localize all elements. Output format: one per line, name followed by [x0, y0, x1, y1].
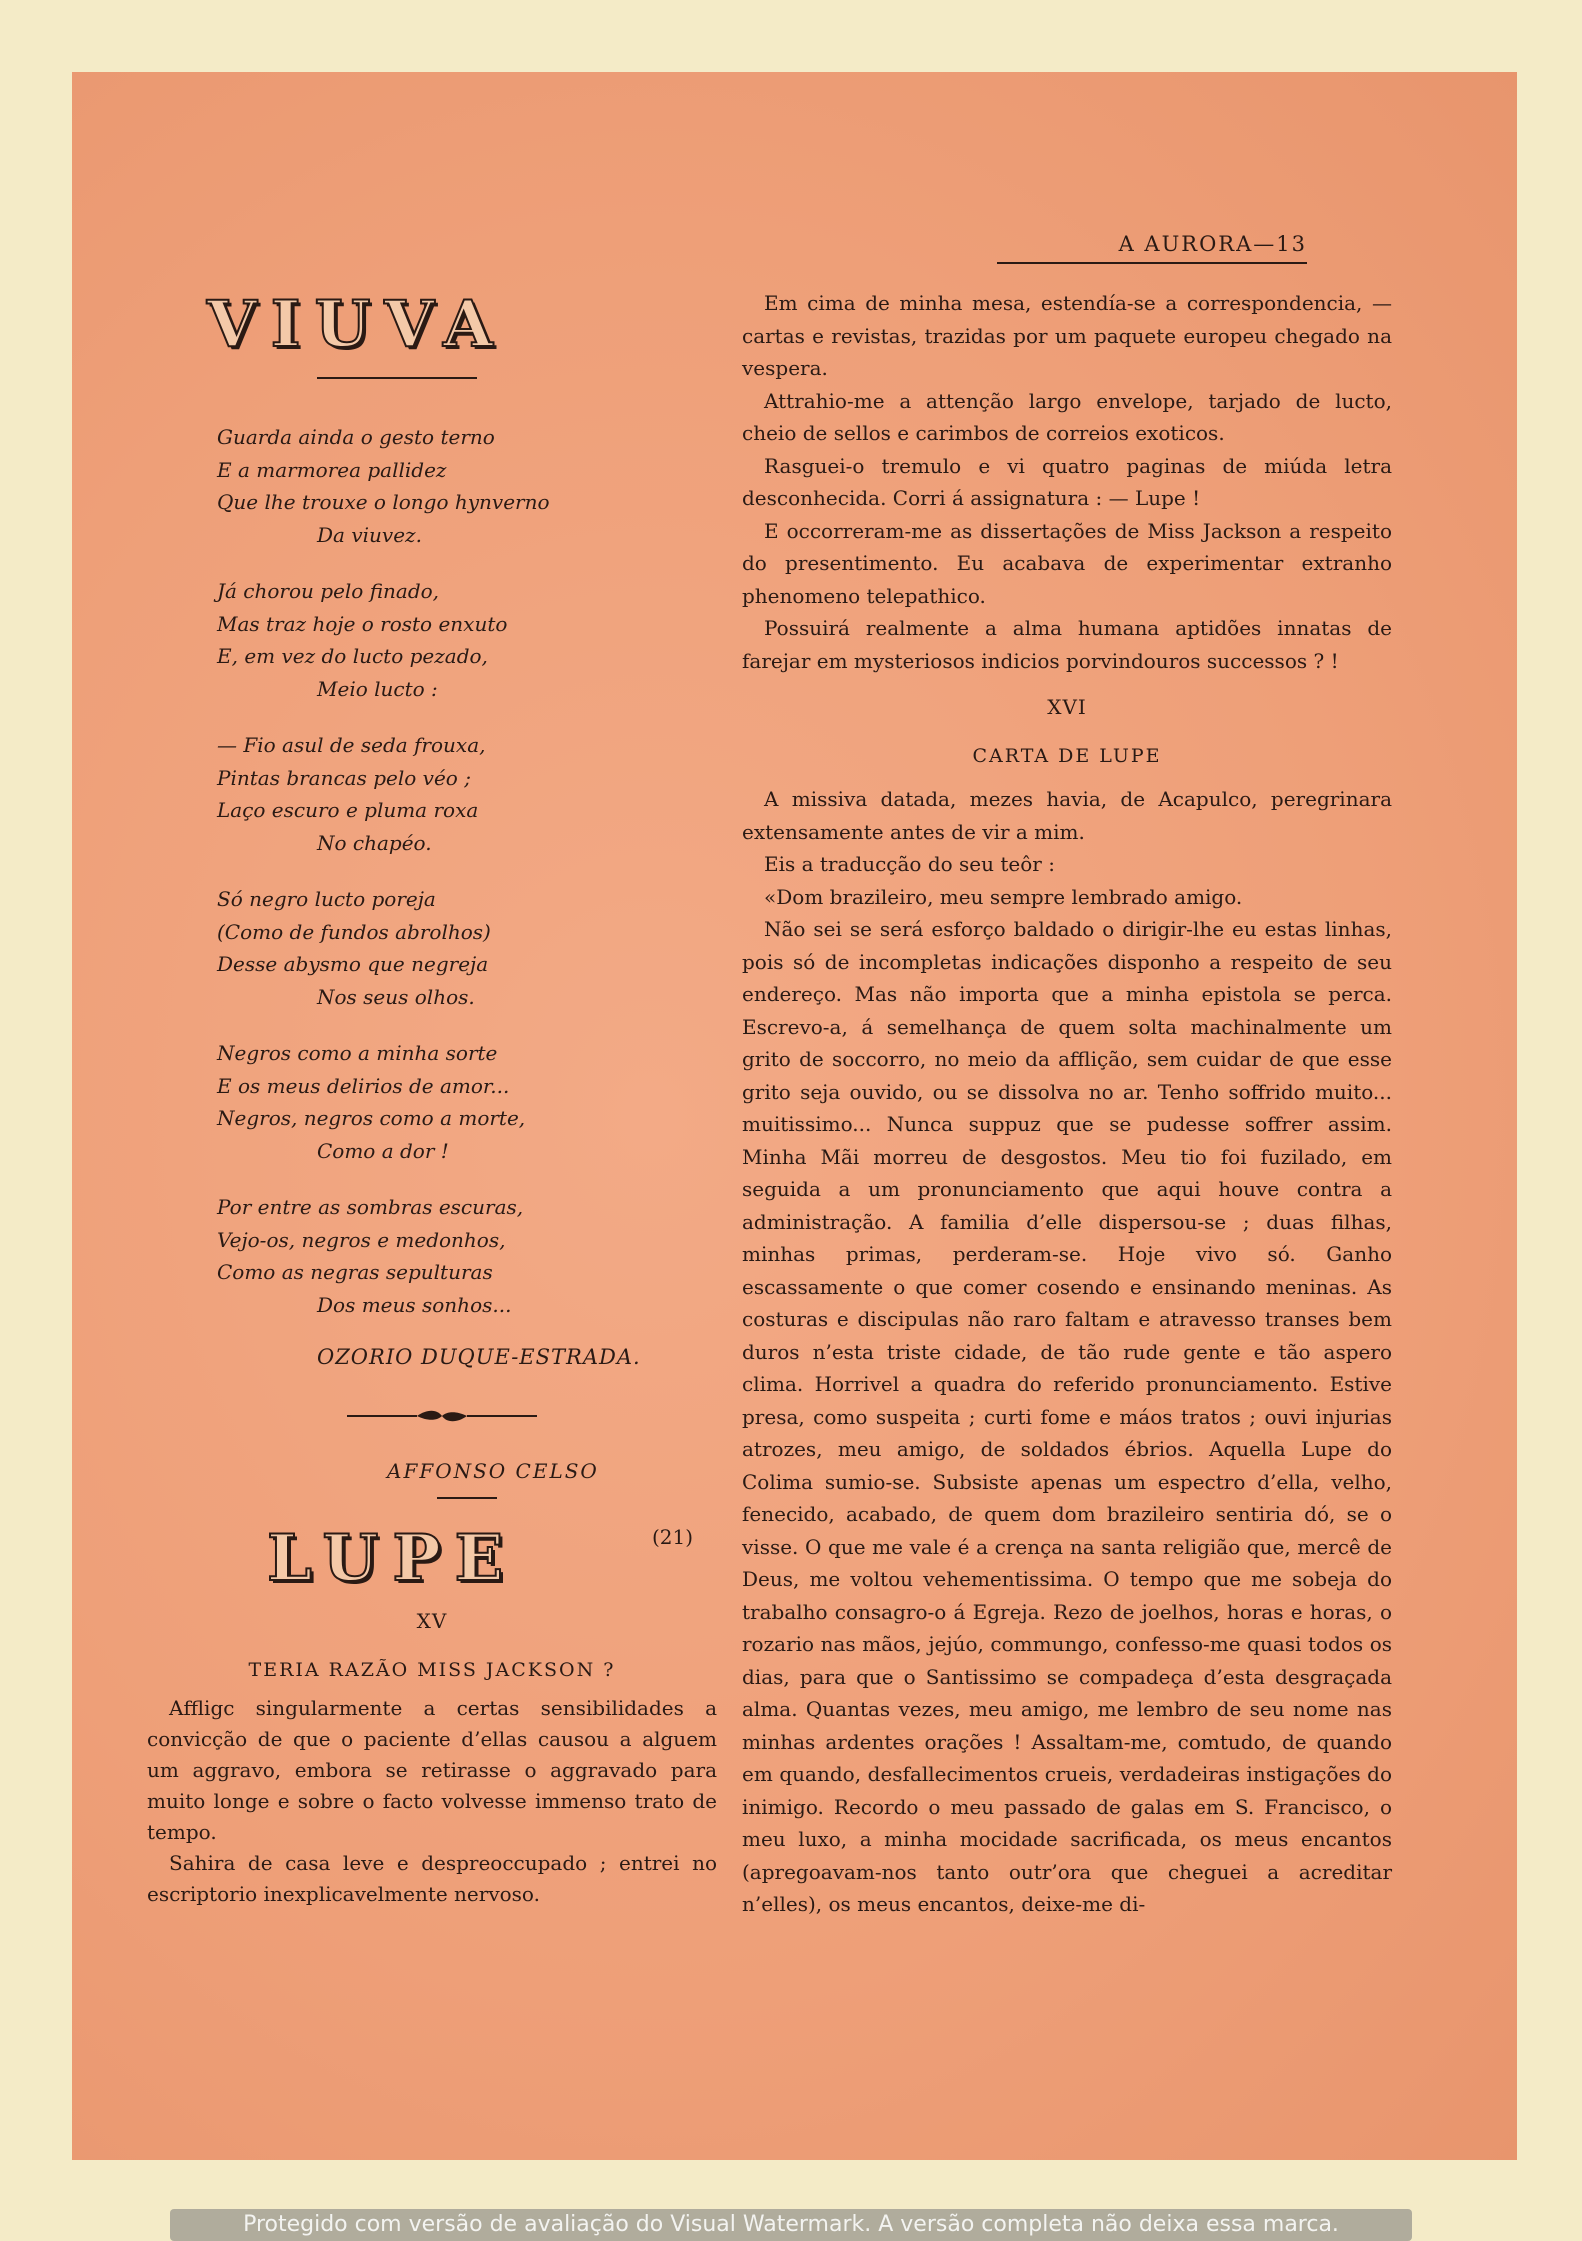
poem-line: E a marmorea pallidez [217, 457, 447, 482]
section-number: XV [416, 1609, 448, 1633]
author-rule [437, 1497, 497, 1499]
poem-title: VIUVA [207, 287, 507, 362]
left-column [147, 287, 717, 1910]
stanza [217, 421, 717, 551]
poem-line: Mas traz hoje o rosto enxuto [217, 611, 508, 636]
section-title: CARTA DE LUPE [972, 745, 1162, 767]
poem-line: Laço escuro e pluma roxa [217, 798, 479, 822]
poem-line: Pintas brancas pelo véo ; [217, 765, 471, 790]
paragraph: Sahira de casa leve e despreoccupado ; entrei no escriptorio inexplicavelmente nervoso. [147, 1851, 717, 1906]
watermark-banner: Protegido com versão de avaliação do Visual Watermark. A versão completa não deixa essa marca. [170, 2209, 1412, 2241]
paragraph: Rasguei-o tremulo e vi quatro paginas de miúda letra desconhecida. Corri á assignatura : — Lupe ! [742, 453, 1392, 510]
poem-line: Só negro lucto poreja [217, 887, 436, 911]
poem-line: Como as negras sepulturas [217, 1260, 493, 1284]
poem-line: Vejo-os, negros e medonhos, [217, 1227, 506, 1252]
poem-line: No chapéo. [317, 830, 432, 855]
right-prose-top [742, 287, 1392, 677]
poem-body [217, 421, 717, 1321]
poem-line: Já chorou pelo finado, [217, 579, 440, 603]
paragraph: A missiva datada, mezes havia, de Acapulco, peregrinara extensamente antes de vir a mim. [742, 787, 1392, 844]
paragraph: Attrahio-me a attenção largo envelope, tarjado de lucto, cheio de sellos e carimbos de correios exoticos. [742, 388, 1392, 445]
poem-line: Guarda ainda o gesto terno [217, 425, 495, 449]
poem-line: Como a dor ! [317, 1138, 449, 1163]
poem-line: Negros como a minha sorte [217, 1041, 498, 1065]
poem-line: Por entre as sombras escuras, [217, 1195, 524, 1219]
poem-line: Nos seus olhos. [317, 984, 475, 1009]
story-author: AFFONSO CELSO [387, 1459, 599, 1483]
right-prose-bottom [742, 783, 1392, 1921]
stanza [217, 1037, 717, 1167]
poem-line: Desse abysmo que negreja [217, 952, 489, 976]
paragraph: Em cima de minha mesa, estendía-se a correspondencia, — cartas e revistas, trazidas por um paquete europeu chegado na vespera. [742, 291, 1392, 380]
story-title-block [147, 1521, 717, 1599]
ornament-divider [347, 1407, 537, 1425]
poem-line: E os meus delirios de amor... [217, 1073, 510, 1098]
poem-line: (Como de fundos abrolhos) [217, 919, 491, 944]
section-number: XVI [1047, 695, 1087, 719]
paragraph: E occorreram-me as dissertações de Miss Jackson a respeito do presentimento. Eu acabava de experimentar extranho phenomeno telepathico. [742, 518, 1392, 608]
paragraph: Possuirá realmente a alma humana aptidões innatas de farejar em mysteriosos indicios porvindouros successos ? ! [742, 616, 1392, 673]
section-title: TERIA RAZÃO MISS JACKSON ? [248, 1659, 616, 1681]
poem-line: Meio lucto : [317, 676, 438, 701]
document-page [72, 72, 1517, 2160]
installment-number: (21) [652, 1525, 694, 1549]
story-title: LUPE [267, 1521, 518, 1596]
page-header: A AURORA—13 [997, 232, 1307, 264]
poem-line: E, em vez do lucto pezado, [217, 644, 488, 668]
stanza [217, 883, 717, 1013]
paragraph: Eis a traducção do seu teôr : [764, 852, 1055, 876]
title-rule [317, 377, 477, 379]
left-prose [147, 1693, 717, 1910]
poem-line: — Fio asul de seda frouxa, [217, 733, 486, 757]
stanza [217, 575, 717, 705]
poem-line: Dos meus sonhos... [317, 1292, 512, 1317]
stanza [217, 1191, 717, 1321]
paragraph: Affligc singularmente a certas sensibilidades a convicção de que o paciente d’ellas causou a alguem um aggravo, embora se retirasse o aggravado para muito longe e sobre o facto volvesse immenso trato de tempo. [147, 1696, 717, 1844]
poem-line: Que lhe trouxe o longo hynverno [217, 490, 550, 514]
poem-signature: OZORIO DUQUE-ESTRADA. [317, 1345, 641, 1369]
right-column [742, 287, 1392, 1921]
poem-line: Da viuvez. [317, 522, 422, 547]
poem-line: Negros, negros como a morte, [217, 1106, 526, 1130]
paragraph: Não sei se será esforço baldado o dirigir-lhe eu estas linhas, pois só de incompletas indicações disponho a respeito de seu endereço. Mas não importa que a minha epistola se perca. Escrevo-a, á semelhança de quem solta machinalmente um grito de soccorro, no meio da afflição, sem cuidar de que esse grito seja ouvido, ou se dissolva no ar. Tenho soffrido muito... muitissimo... Nunca suppuz que se pudesse soffrer assim. Minha Mãi morreu de desgostos. Meu tio foi fuzilado, em seguida a um pronunciamento que aqui houve contra a administração. A familia d’elle dispersou-se ; duas filhas, minhas primas, perderam-se. Hoje vivo só. Ganho escassamente o que comer cosendo e ensinando meninas. As costuras e discipulas não raro faltam e atravesso transes bem duros n’esta triste cidade, de tão rude gente e tão aspero clima. Horrivel a quadra do referido pronunciamento. Estive presa, como suspeita ; curti fome e máos tratos ; ouvi injurias atrozes, meu amigo, de soldados ébrios. Aquella Lupe do Colima sumio-se. Subsiste apenas um espectro d’ella, velho, fenecido, acabado, de quem dom brazileiro sentiria dó, se o visse. O que me vale é a crença na santa religião que, mercê de Deus, me voltou vehementissima. O tempo que me sobeja do trabalho consagro-o á Egreja. Rezo de joelhos, horas e horas, o rozario nas mãos, jejúo, commungo, confesso-me quasi todos os dias, para que o Santissimo se compadeça d’esta desgraçada alma. Quantas vezes, meu amigo, me lembro de seu nome nas minhas ardentes orações ! Assaltam-me, comtudo, de quando em quando, desfallecimentos crueis, verdadeiras instigações do inimigo. Recordo o meu passado de galas em S. Francisco, o meu luxo, a minha mocidade sacrificada, os meus encantos (apregoavam-nos tanto outr’ora que cheguei a acreditar n’elles), os meus encantos, deixe-me di- [742, 917, 1392, 1916]
stanza [217, 729, 717, 859]
paragraph: «Dom brazileiro, meu sempre lembrado amigo. [764, 884, 1243, 909]
